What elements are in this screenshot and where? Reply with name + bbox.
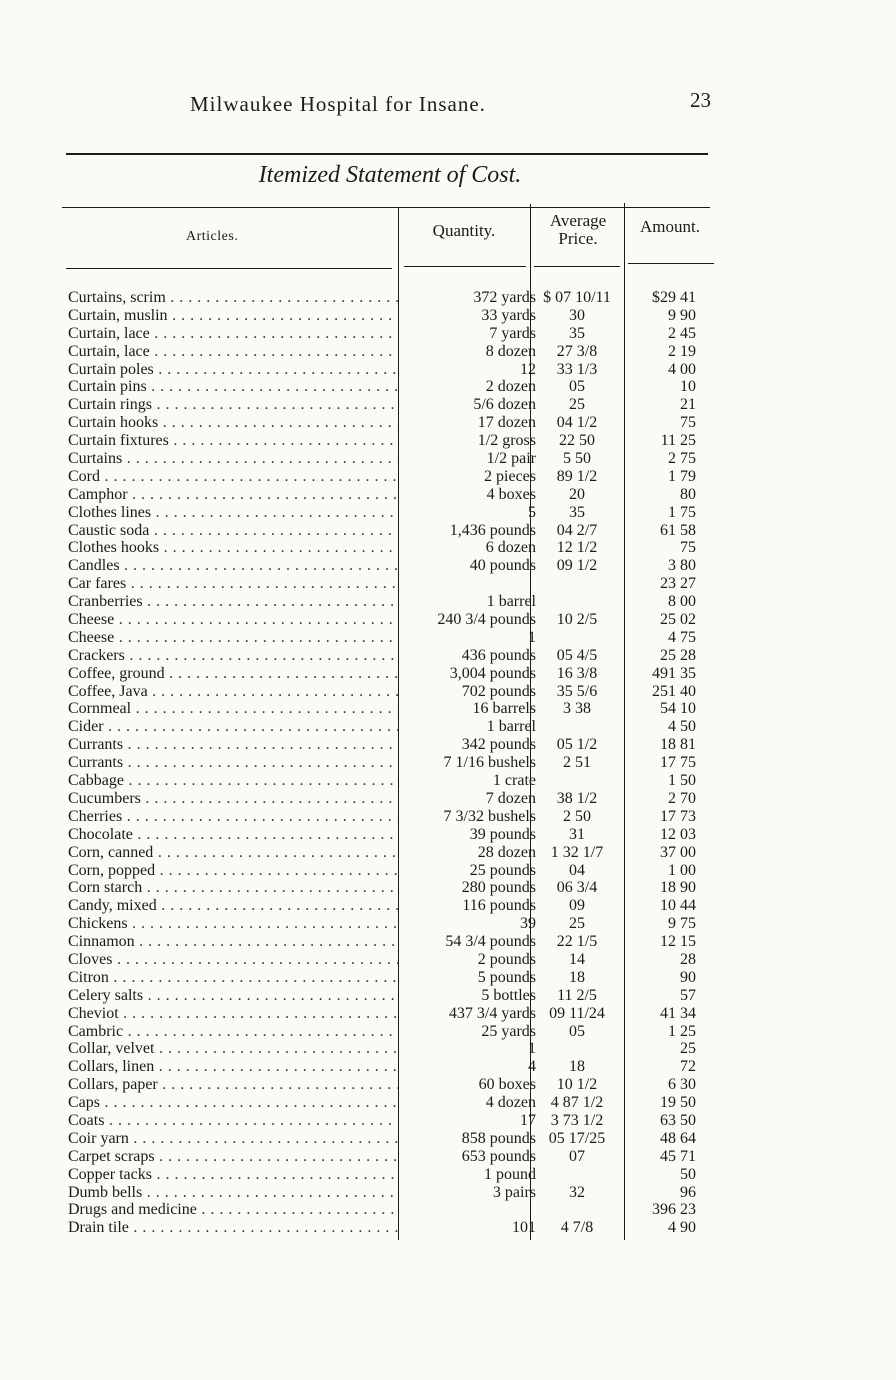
article-cell: Carpet scraps . . . bbox=[68, 1148, 398, 1166]
amount-cell: 10 bbox=[680, 378, 696, 396]
quantity-cell: 17 dozen bbox=[477, 414, 536, 432]
table-row bbox=[0, 539, 896, 557]
amount-cell: 251 40 bbox=[652, 682, 696, 700]
amount-cell: 18 90 bbox=[660, 879, 696, 897]
quantity-cell: 1,436 pounds bbox=[449, 521, 536, 539]
table-row bbox=[0, 450, 896, 468]
price-cell: 11 2/5 bbox=[557, 986, 597, 1004]
amount-cell: 1 00 bbox=[668, 861, 696, 879]
price-cell: 05 bbox=[569, 1022, 585, 1040]
amount-cell: 4 75 bbox=[668, 628, 696, 646]
amount-cell: 9 75 bbox=[668, 915, 696, 933]
page-number: 23 bbox=[690, 88, 711, 112]
table-row bbox=[0, 879, 896, 897]
table-row bbox=[0, 969, 896, 987]
amount-cell: 37 00 bbox=[660, 843, 696, 861]
table-row bbox=[0, 987, 896, 1005]
article-cell: Cabbage . . . bbox=[68, 772, 398, 790]
quantity-cell: 1 bbox=[528, 628, 536, 646]
article-cell: Copper tacks . . . bbox=[68, 1166, 398, 1184]
table-row bbox=[0, 343, 896, 361]
amount-cell: 61 58 bbox=[660, 521, 696, 539]
article-cell: Cherries . . . bbox=[68, 808, 398, 826]
quantity-cell: 7 dozen bbox=[485, 789, 536, 807]
amount-cell: 17 73 bbox=[660, 807, 696, 825]
quantity-cell: 5 bbox=[528, 503, 536, 521]
article-cell: Curtain rings . . . bbox=[68, 396, 398, 414]
article-cell: Caustic soda . . . bbox=[68, 522, 398, 540]
article-cell: Coffee, Java . . . bbox=[68, 683, 398, 701]
price-cell: $ 07 10/11 bbox=[543, 289, 611, 306]
article-cell: Caps . . . bbox=[68, 1094, 398, 1112]
table-row bbox=[0, 1005, 896, 1023]
article-cell: Curtain, muslin . . . bbox=[68, 307, 398, 325]
price-cell: 25 bbox=[569, 396, 585, 414]
column-header-amount: Amount. bbox=[640, 217, 700, 236]
quantity-cell: 1 pound bbox=[484, 1165, 536, 1183]
table-row bbox=[0, 736, 896, 754]
table-row bbox=[0, 325, 896, 343]
price-cell: 05 1/2 bbox=[556, 736, 598, 754]
quantity-cell: 1/2 gross bbox=[477, 432, 536, 450]
price-cell: 04 1/2 bbox=[556, 414, 598, 432]
header-underline-price bbox=[534, 266, 620, 267]
price-cell: 2 50 bbox=[563, 807, 591, 825]
price-cell: 22 1/5 bbox=[556, 933, 598, 951]
amount-cell: 72 bbox=[680, 1058, 696, 1076]
article-cell: Currants . . . bbox=[68, 754, 398, 772]
table-row bbox=[0, 1094, 896, 1112]
price-cell: 09 1/2 bbox=[556, 557, 598, 575]
quantity-cell: 54 3/4 pounds bbox=[445, 933, 536, 951]
quantity-cell: 5/6 dozen bbox=[473, 396, 536, 414]
price-cell: 4 7/8 bbox=[560, 1219, 594, 1237]
amount-cell: 45 71 bbox=[660, 1147, 696, 1165]
price-cell: 25 bbox=[569, 915, 585, 933]
quantity-cell: 240 3/4 pounds bbox=[437, 611, 536, 629]
price-cell: 27 3/8 bbox=[556, 342, 598, 360]
article-cell: Corn starch . . . bbox=[68, 879, 398, 897]
price-cell: 06 3/4 bbox=[556, 879, 598, 897]
table-row bbox=[0, 754, 896, 772]
article-cell: Corn, canned . . . bbox=[68, 844, 398, 862]
amount-cell: 25 28 bbox=[660, 646, 696, 664]
article-cell: Celery salts . . . bbox=[68, 987, 398, 1005]
amount-cell: 8 00 bbox=[668, 593, 696, 611]
price-cell: 35 bbox=[569, 324, 585, 342]
cost-table-body bbox=[0, 289, 896, 1237]
title-rule bbox=[62, 207, 710, 208]
table-row bbox=[0, 432, 896, 450]
amount-cell: 18 81 bbox=[660, 736, 696, 754]
table-row bbox=[0, 1166, 896, 1184]
table-row bbox=[0, 1023, 896, 1041]
article-cell: Drugs and medicine . . . bbox=[68, 1201, 398, 1219]
price-cell: 18 bbox=[569, 968, 585, 986]
quantity-cell: 653 pounds bbox=[461, 1147, 536, 1165]
price-cell: 3 73 1/2 bbox=[550, 1111, 604, 1129]
price-cell: 5 50 bbox=[563, 450, 591, 468]
quantity-cell: 101 bbox=[512, 1219, 536, 1237]
amount-cell: 491 35 bbox=[652, 664, 696, 682]
table-row bbox=[0, 897, 896, 915]
amount-cell: 25 02 bbox=[660, 611, 696, 629]
amount-cell: 3 80 bbox=[668, 557, 696, 575]
price-cell: 32 bbox=[569, 1183, 585, 1201]
article-cell: Cord . . . bbox=[68, 468, 398, 486]
price-cell: 1 32 1/7 bbox=[550, 843, 604, 861]
amount-cell: 23 27 bbox=[660, 575, 696, 593]
quantity-cell: 1 barrel bbox=[486, 718, 536, 736]
article-cell: Cornmeal . . . bbox=[68, 700, 398, 718]
article-cell: Drain tile . . . bbox=[68, 1219, 398, 1237]
price-cell: 38 1/2 bbox=[556, 789, 598, 807]
article-cell: Collars, paper . . . bbox=[68, 1076, 398, 1094]
column-header-articles: Articles. bbox=[186, 229, 239, 244]
quantity-cell: 280 pounds bbox=[461, 879, 536, 897]
quantity-cell: 2 pieces bbox=[484, 467, 536, 485]
article-cell: Curtains, scrim . . . bbox=[68, 289, 398, 307]
average-price-line2: Price. bbox=[558, 229, 598, 248]
table-row bbox=[0, 1040, 896, 1058]
article-cell: Chickens . . . bbox=[68, 915, 398, 933]
table-row bbox=[0, 665, 896, 683]
price-cell: 05 4/5 bbox=[556, 646, 598, 664]
amount-cell: 21 bbox=[680, 396, 696, 414]
price-cell: 4 87 1/2 bbox=[550, 1094, 604, 1112]
amount-cell: 1 50 bbox=[668, 772, 696, 790]
amount-cell: 90 bbox=[680, 968, 696, 986]
quantity-cell: 6 dozen bbox=[485, 539, 536, 557]
quantity-cell: 7 3/32 bushels bbox=[443, 807, 536, 825]
table-row bbox=[0, 772, 896, 790]
amount-cell: 75 bbox=[680, 539, 696, 557]
article-cell: Corn, popped . . . bbox=[68, 862, 398, 880]
quantity-cell: 60 boxes bbox=[478, 1076, 536, 1094]
price-cell: 10 1/2 bbox=[556, 1076, 598, 1094]
article-cell: Curtain, lace . . . bbox=[68, 325, 398, 343]
price-cell: 18 bbox=[569, 1058, 585, 1076]
price-cell: 22 50 bbox=[559, 432, 595, 450]
amount-cell: 4 50 bbox=[668, 718, 696, 736]
price-cell: 31 bbox=[569, 825, 585, 843]
table-row bbox=[0, 575, 896, 593]
table-row bbox=[0, 862, 896, 880]
amount-cell: 2 75 bbox=[668, 450, 696, 468]
table-row bbox=[0, 1184, 896, 1202]
price-cell: 05 bbox=[569, 378, 585, 396]
amount-cell: 1 75 bbox=[668, 503, 696, 521]
quantity-cell: 25 pounds bbox=[469, 861, 536, 879]
price-cell: 30 bbox=[569, 306, 585, 324]
quantity-cell: 1/2 pair bbox=[486, 450, 536, 468]
quantity-cell: 33 yards bbox=[481, 306, 536, 324]
article-cell: Candy, mixed . . . bbox=[68, 897, 398, 915]
article-cell: Cheese . . . bbox=[68, 611, 398, 629]
table-row bbox=[0, 1201, 896, 1219]
price-cell: 14 bbox=[569, 950, 585, 968]
table-row bbox=[0, 396, 896, 414]
article-cell: Camphor . . . bbox=[68, 486, 398, 504]
quantity-cell: 1 bbox=[528, 1040, 536, 1058]
amount-cell: 10 44 bbox=[660, 897, 696, 915]
table-row bbox=[0, 1148, 896, 1166]
table-row bbox=[0, 486, 896, 504]
amount-cell: 28 bbox=[680, 950, 696, 968]
table-row bbox=[0, 307, 896, 325]
table-row bbox=[0, 700, 896, 718]
article-cell: Cucumbers . . . bbox=[68, 790, 398, 808]
amount-cell: 19 50 bbox=[660, 1094, 696, 1112]
amount-cell: 54 10 bbox=[660, 700, 696, 718]
quantity-cell: 342 pounds bbox=[461, 736, 536, 754]
table-row bbox=[0, 522, 896, 540]
table-row bbox=[0, 414, 896, 432]
average-price-line1: Average bbox=[549, 211, 607, 230]
quantity-cell: 4 dozen bbox=[485, 1094, 536, 1112]
price-cell: 04 bbox=[569, 861, 585, 879]
table-row bbox=[0, 1058, 896, 1076]
article-cell: Coffee, ground . . . bbox=[68, 665, 398, 683]
amount-cell: 6 30 bbox=[668, 1076, 696, 1094]
quantity-cell: 4 bbox=[528, 1058, 536, 1076]
price-cell: 10 2/5 bbox=[556, 611, 598, 629]
quantity-cell: 5 pounds bbox=[477, 968, 536, 986]
amount-cell: $29 41 bbox=[652, 289, 696, 306]
article-cell: Candles . . . bbox=[68, 557, 398, 575]
table-row bbox=[0, 647, 896, 665]
article-cell: Currants . . . bbox=[68, 736, 398, 754]
article-cell: Collars, linen . . . bbox=[68, 1058, 398, 1076]
amount-cell: 12 03 bbox=[660, 825, 696, 843]
amount-cell: 50 bbox=[680, 1165, 696, 1183]
amount-cell: 9 90 bbox=[668, 306, 696, 324]
table-row bbox=[0, 593, 896, 611]
quantity-cell: 3 pairs bbox=[492, 1183, 536, 1201]
quantity-cell: 39 bbox=[520, 915, 536, 933]
amount-cell: 48 64 bbox=[660, 1129, 696, 1147]
amount-cell: 12 15 bbox=[660, 933, 696, 951]
amount-cell: 1 25 bbox=[668, 1022, 696, 1040]
article-cell: Curtain hooks . . . bbox=[68, 414, 398, 432]
top-rule bbox=[66, 153, 708, 155]
article-cell: Car fares . . . bbox=[68, 575, 398, 593]
article-cell: Curtain pins . . . bbox=[68, 378, 398, 396]
table-row bbox=[0, 289, 896, 307]
quantity-cell: 437 3/4 yards bbox=[448, 1004, 536, 1022]
article-cell: Coats . . . bbox=[68, 1112, 398, 1130]
quantity-cell: 7 yards bbox=[489, 324, 536, 342]
article-cell: Crackers . . . bbox=[68, 647, 398, 665]
quantity-cell: 17 bbox=[520, 1111, 536, 1129]
table-row bbox=[0, 1130, 896, 1148]
quantity-cell: 40 pounds bbox=[469, 557, 536, 575]
quantity-cell: 39 pounds bbox=[469, 825, 536, 843]
table-row bbox=[0, 718, 896, 736]
article-cell: Cider . . . bbox=[68, 718, 398, 736]
price-cell: 09 bbox=[569, 897, 585, 915]
quantity-cell: 7 1/16 bushels bbox=[443, 754, 536, 772]
table-row bbox=[0, 1219, 896, 1237]
article-cell: Cranberries . . . bbox=[68, 593, 398, 611]
article-cell: Clothes hooks . . . bbox=[68, 539, 398, 557]
article-cell: Curtain fixtures . . . bbox=[68, 432, 398, 450]
table-row bbox=[0, 826, 896, 844]
price-cell: 89 1/2 bbox=[556, 467, 598, 485]
table-row bbox=[0, 629, 896, 647]
price-cell: 20 bbox=[569, 485, 585, 503]
quantity-cell: 16 barrels bbox=[472, 700, 536, 718]
amount-cell: 2 45 bbox=[668, 324, 696, 342]
quantity-cell: 2 pounds bbox=[477, 950, 536, 968]
article-cell: Cheviot . . . bbox=[68, 1005, 398, 1023]
quantity-cell: 116 pounds bbox=[462, 897, 536, 915]
quantity-cell: 1 crate bbox=[492, 772, 536, 790]
price-cell: 2 51 bbox=[563, 754, 591, 772]
table-row bbox=[0, 504, 896, 522]
article-cell: Cambric . . . bbox=[68, 1023, 398, 1041]
quantity-cell: 8 dozen bbox=[485, 342, 536, 360]
price-cell: 3 38 bbox=[563, 700, 591, 718]
quantity-cell: 5 bottles bbox=[481, 986, 536, 1004]
header-underline-articles bbox=[66, 268, 392, 269]
header-underline-quantity bbox=[404, 266, 526, 267]
table-row bbox=[0, 683, 896, 701]
quantity-cell: 702 pounds bbox=[461, 682, 536, 700]
table-title: Itemized Statement of Cost. bbox=[258, 162, 522, 188]
table-row bbox=[0, 790, 896, 808]
article-cell: Collar, velvet . . . bbox=[68, 1040, 398, 1058]
article-cell: Cloves . . . bbox=[68, 951, 398, 969]
table-row bbox=[0, 611, 896, 629]
table-row bbox=[0, 361, 896, 379]
article-cell: Clothes lines . . . bbox=[68, 504, 398, 522]
running-head bbox=[190, 92, 486, 117]
amount-cell: 4 90 bbox=[668, 1219, 696, 1237]
price-cell: 12 1/2 bbox=[556, 539, 598, 557]
article-cell: Coir yarn . . . bbox=[68, 1130, 398, 1148]
article-cell: Dumb bells . . . bbox=[68, 1184, 398, 1202]
header-underline-amount bbox=[628, 263, 714, 264]
quantity-cell: 3,004 pounds bbox=[449, 664, 536, 682]
quantity-cell: 12 bbox=[520, 360, 536, 378]
amount-cell: 80 bbox=[680, 485, 696, 503]
table-row bbox=[0, 1076, 896, 1094]
article-cell: Citron . . . bbox=[68, 969, 398, 987]
article-cell: Curtains . . . bbox=[68, 450, 398, 468]
column-header-quantity: Quantity. bbox=[432, 221, 496, 240]
article-cell: Curtain, lace . . . bbox=[68, 343, 398, 361]
price-cell: 07 bbox=[569, 1147, 585, 1165]
table-row bbox=[0, 557, 896, 575]
table-row bbox=[0, 844, 896, 862]
quantity-cell: 28 dozen bbox=[477, 843, 536, 861]
amount-cell: 17 75 bbox=[660, 754, 696, 772]
amount-cell: 4 00 bbox=[668, 360, 696, 378]
table-row bbox=[0, 468, 896, 486]
price-cell: 35 5/6 bbox=[556, 682, 598, 700]
amount-cell: 396 23 bbox=[652, 1201, 696, 1219]
quantity-cell: 25 yards bbox=[481, 1022, 536, 1040]
price-cell: 16 3/8 bbox=[556, 664, 598, 682]
amount-cell: 41 34 bbox=[660, 1004, 696, 1022]
amount-cell: 2 70 bbox=[668, 789, 696, 807]
table-row bbox=[0, 951, 896, 969]
quantity-cell: 858 pounds bbox=[461, 1129, 536, 1147]
table-row bbox=[0, 808, 896, 826]
quantity-cell: 436 pounds bbox=[461, 646, 536, 664]
price-cell: 05 17/25 bbox=[548, 1129, 606, 1147]
amount-cell: 63 50 bbox=[660, 1111, 696, 1129]
price-cell: 33 1/3 bbox=[556, 360, 598, 378]
amount-cell: 2 19 bbox=[668, 342, 696, 360]
table-row bbox=[0, 1112, 896, 1130]
article-cell: Cinnamon . . . bbox=[68, 933, 398, 951]
price-cell: 35 bbox=[569, 503, 585, 521]
article-cell: Cheese . . . bbox=[68, 629, 398, 647]
quantity-cell: 372 yards bbox=[473, 289, 536, 306]
amount-cell: 57 bbox=[680, 986, 696, 1004]
article-cell: Chocolate . . . bbox=[68, 826, 398, 844]
running-title: Milwaukee Hospital for Insane. bbox=[190, 92, 486, 116]
table-row bbox=[0, 933, 896, 951]
amount-cell: 1 79 bbox=[668, 467, 696, 485]
price-cell: 04 2/7 bbox=[556, 521, 598, 539]
amount-cell: 75 bbox=[680, 414, 696, 432]
column-header-average-price bbox=[536, 212, 620, 248]
amount-cell: 25 bbox=[680, 1040, 696, 1058]
price-cell: 09 11/24 bbox=[549, 1004, 605, 1022]
quantity-cell: 2 dozen bbox=[485, 378, 536, 396]
quantity-cell: 4 boxes bbox=[486, 485, 536, 503]
article-cell: Curtain poles . . . bbox=[68, 361, 398, 379]
amount-cell: 96 bbox=[680, 1183, 696, 1201]
table-row bbox=[0, 378, 896, 396]
quantity-cell: 1 barrel bbox=[486, 593, 536, 611]
table-row bbox=[0, 915, 896, 933]
amount-cell: 11 25 bbox=[660, 432, 696, 450]
